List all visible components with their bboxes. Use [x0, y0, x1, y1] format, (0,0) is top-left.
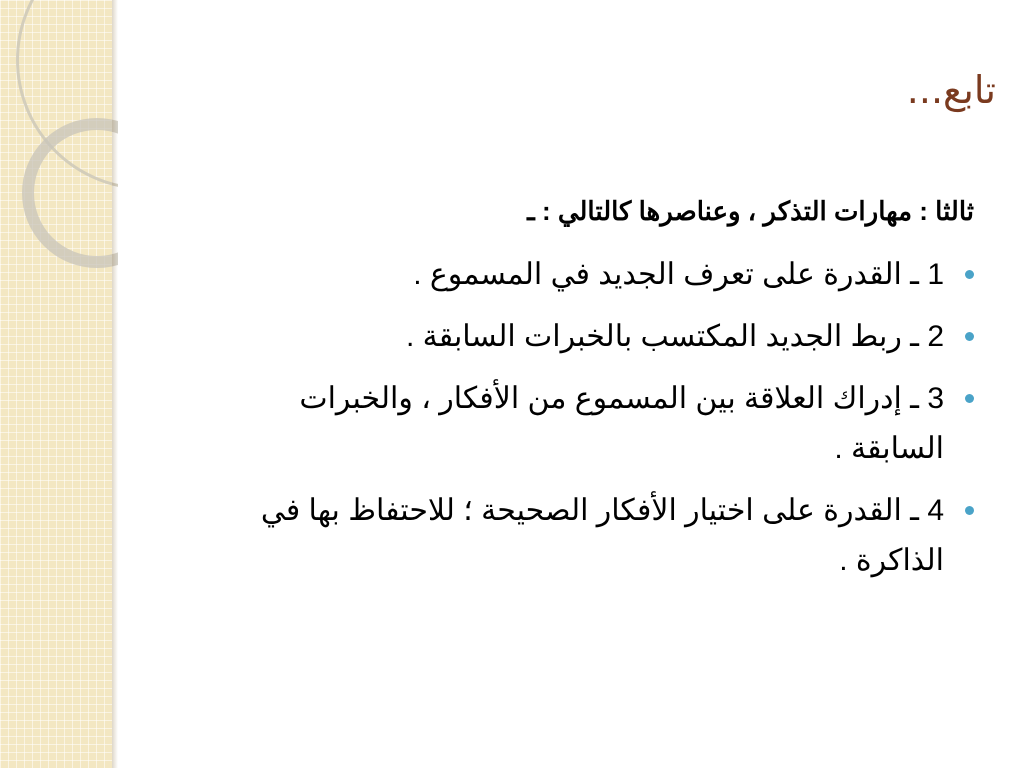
list-item-text: 3 ـ إدراك العلاقة بين المسموع من الأفكار ، والخبرات السابقة .: [299, 382, 944, 465]
slide-title: تابع...: [906, 68, 996, 112]
bullet-dot-icon: [965, 506, 974, 515]
list-item-text: 4 ـ القدرة على اختيار الأفكار الصحيحة ؛ للاحتفاظ بها في الذاكرة .: [260, 494, 944, 577]
list-item: [214, 486, 974, 586]
list-item: [214, 312, 974, 362]
bullet-dot-icon: [965, 332, 974, 341]
bullet-dot-icon: [965, 394, 974, 403]
skills-list: [214, 250, 974, 586]
bullet-dot-icon: [965, 270, 974, 279]
side-panel-shadow: [112, 0, 118, 768]
list-item-text: 1 ـ القدرة على تعرف الجديد في المسموع .: [413, 258, 944, 291]
list-item-text: 2 ـ ربط الجديد المكتسب بالخبرات السابقة .: [406, 320, 944, 353]
list-item: [214, 250, 974, 300]
list-item: [214, 374, 974, 474]
slide-body: [214, 190, 974, 598]
section-heading: ثالثا : مهارات التذكر ، وعناصرها كالتالي : ـ: [527, 196, 974, 226]
